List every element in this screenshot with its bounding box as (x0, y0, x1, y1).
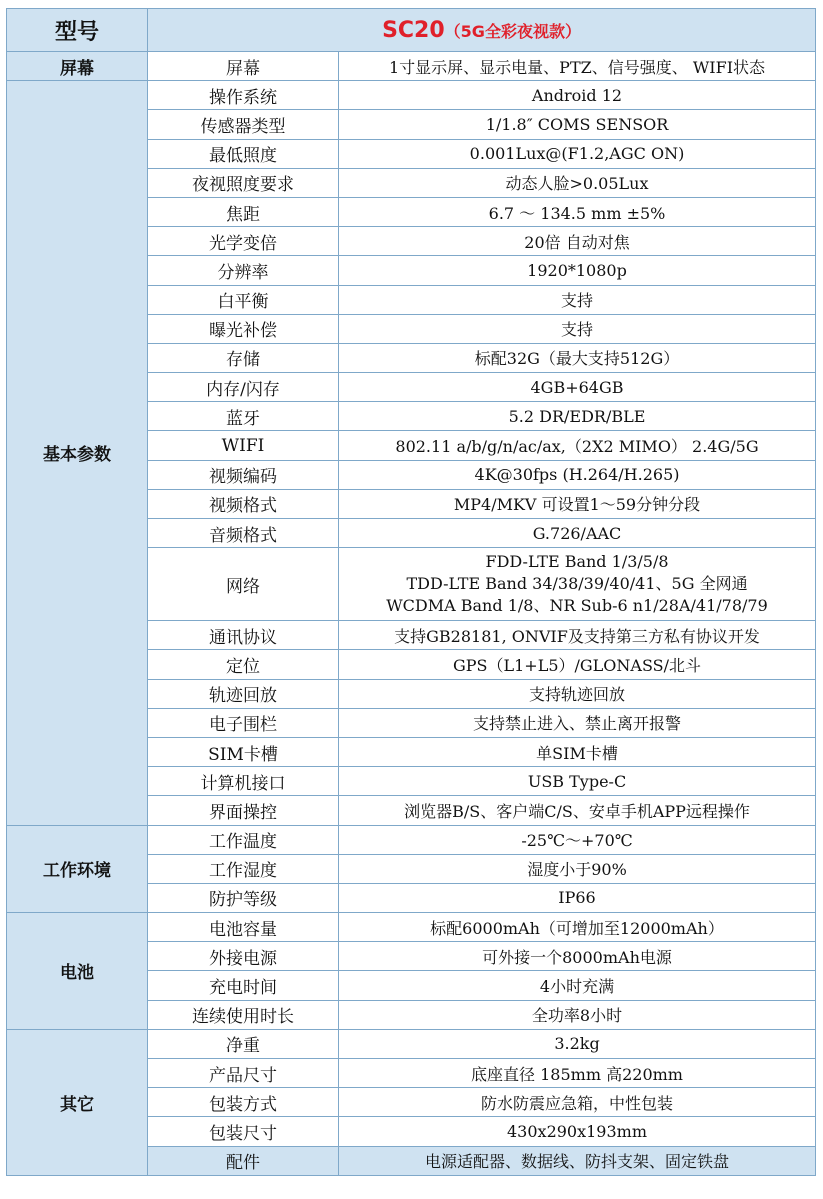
param-label: 屏幕 (148, 52, 339, 81)
param-value: 湿度小于90% (339, 854, 816, 883)
param-value: 标配32G（最大支持512G） (339, 343, 816, 372)
param-label: WIFI (148, 431, 339, 460)
param-value: G.726/AAC (339, 519, 816, 548)
table-row (7, 1029, 816, 1058)
param-value: Android 12 (339, 81, 816, 110)
param-label: 轨迹回放 (148, 679, 339, 708)
param-value: MP4/MKV 可设置1～59分钟分段 (339, 489, 816, 518)
param-value: 电源适配器、数据线、防抖支架、固定铁盘 (339, 1146, 816, 1175)
param-value: 1920*1080p (339, 256, 816, 285)
param-label: 焦距 (148, 197, 339, 226)
param-label: 连续使用时长 (148, 1000, 339, 1029)
param-value: 动态人脸>0.05Lux (339, 168, 816, 197)
param-label: 电子围栏 (148, 708, 339, 737)
param-label: 音频格式 (148, 519, 339, 548)
param-value: 1寸显示屏、显示电量、PTZ、信号强度、 WIFI状态 (339, 52, 816, 81)
param-label: 最低照度 (148, 139, 339, 168)
param-label: 防护等级 (148, 883, 339, 912)
param-value: 支持禁止进入、禁止离开报警 (339, 708, 816, 737)
param-label: 白平衡 (148, 285, 339, 314)
network-band-line: TDD-LTE Band 34/38/39/40/41、5G 全网通 (406, 574, 748, 594)
group-environment: 工作环境 (7, 825, 148, 913)
param-value: GPS（L1+L5）/GLONASS/北斗 (339, 650, 816, 679)
param-value: 5.2 DR/EDR/BLE (339, 402, 816, 431)
param-value: 防水防震应急箱，中性包装 (339, 1088, 816, 1117)
param-label: 配件 (148, 1146, 339, 1175)
network-band-line: WCDMA Band 1/8、NR Sub-6 n1/28A/41/78/79 (386, 596, 768, 616)
param-value (339, 548, 816, 621)
param-label: 操作系统 (148, 81, 339, 110)
group-screen: 屏幕 (7, 52, 148, 81)
param-value: 可外接一个8000mAh电源 (339, 942, 816, 971)
network-band-line: FDD-LTE Band 1/3/5/8 (485, 552, 669, 572)
param-label: 包装尺寸 (148, 1117, 339, 1146)
param-value: 浏览器B/S、客户端C/S、安卓手机APP远程操作 (339, 796, 816, 825)
param-value: 底座直径 185mm 高220mm (339, 1059, 816, 1088)
param-label: 工作温度 (148, 825, 339, 854)
param-label: 视频格式 (148, 489, 339, 518)
param-value: USB Type-C (339, 767, 816, 796)
table-row (7, 913, 816, 942)
param-value: 支持GB28181, ONVIF及支持第三方私有协议开发 (339, 621, 816, 650)
param-value: 支持 (339, 285, 816, 314)
param-label: 包装方式 (148, 1088, 339, 1117)
param-label: 计算机接口 (148, 767, 339, 796)
param-label: 定位 (148, 650, 339, 679)
param-label: 存储 (148, 343, 339, 372)
param-value: 3.2kg (339, 1029, 816, 1058)
param-value: 1/1.8″ COMS SENSOR (339, 110, 816, 139)
spec-table (6, 8, 816, 1176)
param-value: 标配6000mAh（可增加至12000mAh） (339, 913, 816, 942)
param-value: 支持轨迹回放 (339, 679, 816, 708)
param-label: 工作湿度 (148, 854, 339, 883)
param-label: SIM卡槽 (148, 737, 339, 766)
param-label: 界面操控 (148, 796, 339, 825)
param-label: 蓝牙 (148, 402, 339, 431)
param-value: 4K@30fps (H.264/H.265) (339, 460, 816, 489)
param-label: 产品尺寸 (148, 1059, 339, 1088)
param-value: 802.11 a/b/g/n/ac/ax,（2X2 MIMO） 2.4G/5G (339, 431, 816, 460)
param-label: 净重 (148, 1029, 339, 1058)
param-value: 6.7 ～ 134.5 mm ±5% (339, 197, 816, 226)
param-value: 单SIM卡槽 (339, 737, 816, 766)
param-label: 夜视照度要求 (148, 168, 339, 197)
table-row (7, 52, 816, 81)
param-value: 0.001Lux@(F1.2,AGC ON) (339, 139, 816, 168)
table-row (7, 825, 816, 854)
model-subtitle: （5G全彩夜视款） (444, 21, 581, 41)
group-other: 其它 (7, 1029, 148, 1175)
param-label: 通讯协议 (148, 621, 339, 650)
param-value: 4小时充满 (339, 971, 816, 1000)
model-label: 型号 (7, 9, 148, 52)
param-value: 20倍 自动对焦 (339, 227, 816, 256)
param-label: 光学变倍 (148, 227, 339, 256)
param-value: 4GB+64GB (339, 373, 816, 402)
model-name: SC20 (382, 17, 445, 43)
param-label: 曝光补偿 (148, 314, 339, 343)
param-label: 充电时间 (148, 971, 339, 1000)
group-basic: 基本参数 (7, 81, 148, 825)
param-label: 网络 (148, 548, 339, 621)
param-label: 内存/闪存 (148, 373, 339, 402)
group-battery: 电池 (7, 913, 148, 1030)
param-label: 外接电源 (148, 942, 339, 971)
model-title (148, 9, 816, 52)
param-value: 全功率8小时 (339, 1000, 816, 1029)
header-row (7, 9, 816, 52)
param-value: -25℃～+70℃ (339, 825, 816, 854)
param-value: 支持 (339, 314, 816, 343)
param-label: 视频编码 (148, 460, 339, 489)
param-label: 电池容量 (148, 913, 339, 942)
param-value: 430x290x193mm (339, 1117, 816, 1146)
param-label: 传感器类型 (148, 110, 339, 139)
param-label: 分辨率 (148, 256, 339, 285)
table-row (7, 81, 816, 110)
param-value: IP66 (339, 883, 816, 912)
